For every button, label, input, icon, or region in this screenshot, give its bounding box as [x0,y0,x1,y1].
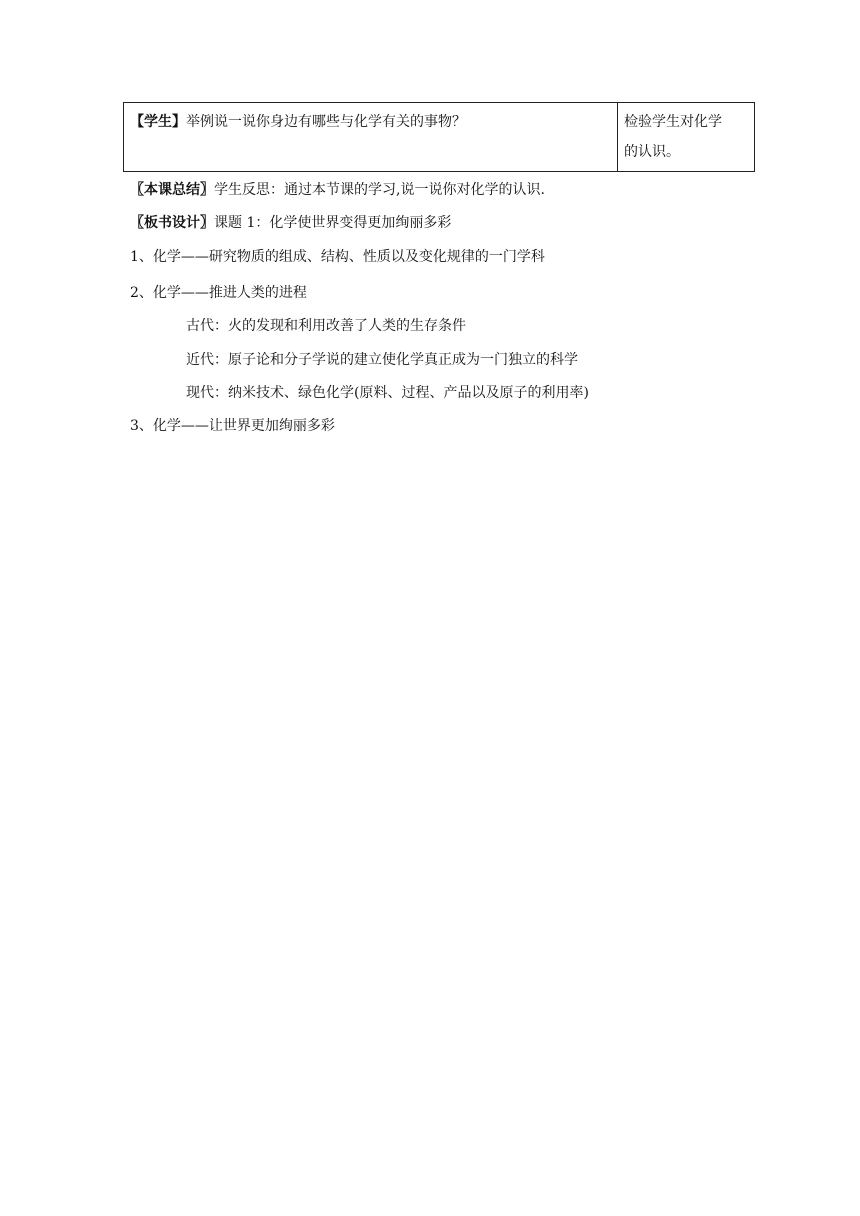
student-activity-cell [124,103,618,172]
board-item-1: 1、化学——研究物质的组成、结构、性质以及变化规律的一门学科 [130,249,545,265]
board-item-3: 3、化学——让世界更加绚丽多彩 [130,418,335,434]
board-design-label: 〖板书设计〗 [130,215,214,231]
board-item-2: 2、化学——推进人类的进程 [130,285,307,301]
student-label: 【学生】 [130,114,186,130]
lesson-table [123,102,755,172]
table-row [124,103,755,172]
summary-text: 学生反思：通过本节课的学习,说一说你对化学的认识. [214,182,545,198]
board-subitem-contemporary: 现代：纳米技术、绿色化学(原料、过程、产品以及原子的利用率) [186,385,589,401]
board-design-heading [130,213,451,233]
intent-text-line-1: 检验学生对化学 [624,114,722,130]
board-subitem-modern: 近代：原子论和分子学说的建立使化学真正成为一门独立的科学 [186,352,578,368]
student-activity-text: 举例说一说你身边有哪些与化学有关的事物？ [186,114,466,130]
intent-text-line-2: 的认识。 [624,144,680,160]
board-subitem-ancient: 古代：火的发现和利用改善了人类的生存条件 [186,318,466,334]
intent-cell [618,103,755,172]
lesson-summary [130,180,545,200]
summary-label: 〖本课总结〗 [130,182,214,198]
board-design-title: 课题 1：化学使世界变得更加绚丽多彩 [214,215,452,231]
